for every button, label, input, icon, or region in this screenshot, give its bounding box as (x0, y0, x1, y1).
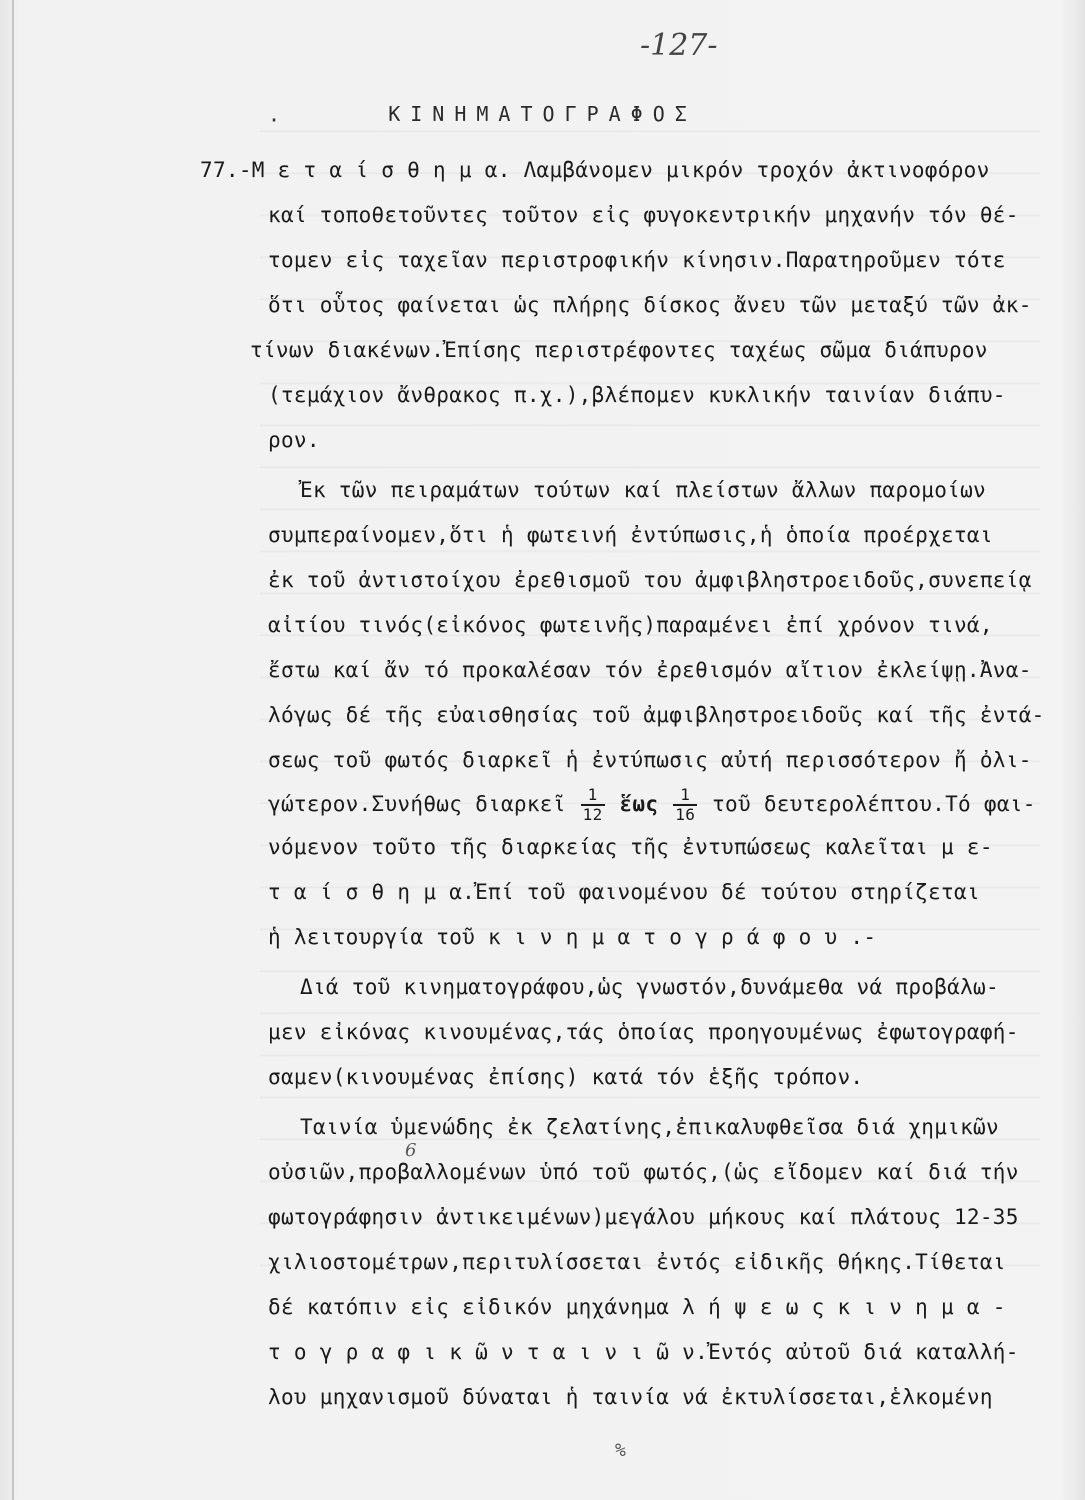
text-line: σαμεν(κινουμένας ἐπίσης) κατά τόν ἑξῆς τρόπον. (268, 1065, 864, 1089)
text-line: Ταινία ὑμενώδης ἐκ ζελατίνης,ἐπικαλυφθεῖσα διά χημικῶν (300, 1115, 999, 1139)
text-line: (τεμάχιον ἄνθρακος π.χ.),βλέπομεν κυκλικήν ταινίαν διάπυ- (268, 383, 1006, 407)
fraction-numerator: 1 (673, 786, 697, 806)
text-line: Ἐκ τῶν πειραμάτων τούτων καί πλείστων ἄλλων παρομοίων (300, 478, 986, 502)
text-line: οὐσιῶν,προβαλλομένων ὑπό τοῦ φωτός,(ὡς εἴδομεν καί διά τήν (268, 1160, 1019, 1184)
fraction-line-middle: ἕως (619, 792, 659, 816)
text-line: τ ο γ ρ α φ ι κ ῶ ν τ α ι ν ι ῶ ν.Ἐντός αὐτοῦ διά καταλλή- (268, 1340, 1019, 1364)
text-line: ἔστω καί ἄν τό προκαλέσαν τόν ἐρεθισμόν αἴτιον ἐκλείψῃ.Ἀνα- (268, 658, 1032, 682)
fraction-line-after: τοῦ δευτερολέπτου.Τό φαι- (712, 792, 1036, 816)
text-line: τίνων διακένων.Ἐπίσης περιστρέφοντες ταχέως σῶμα διάπυρον (250, 338, 988, 362)
text-line: ρον. (268, 428, 320, 452)
text-line: 77.-Μ ε τ α ί σ θ η μ α. Λαμβάνομεν μικρόν τροχόν ἀκτινοφόρον (200, 158, 990, 182)
text-line: τ α ί σ θ η μ α.Ἐπί τοῦ φαινομένου δέ τούτου στηρίζεται (268, 880, 980, 904)
text-line: Διά τοῦ κινηματογράφου,ὡς γνωστόν,δυνάμεθα νά προβάλω- (300, 975, 999, 999)
fraction-denominator: 16 (675, 805, 696, 824)
text-line: ἡ λειτουργία τοῦ κ ι ν η μ α τ ο γ ρ ά φ ο υ .- (268, 925, 877, 949)
text-line: συμπεραίνομεν,ὅτι ἡ φωτεινή ἐντύπωσις,ἡ ὁποία προέρχεται (268, 523, 993, 547)
fraction-denominator: 12 (582, 805, 603, 824)
text-line: σεως τοῦ φωτός διαρκεῖ ἡ ἐντύπωσις αὐτή περισσότερον ἤ ὀλι- (268, 748, 1032, 772)
text-line: μεν εἰκόνας κινουμένας,τάς ὁποίας προηγουμένως ἐφωτογραφή- (268, 1020, 1019, 1044)
page-number: -127- (640, 28, 718, 63)
fraction-line-before: γώτερον.Συνήθως διαρκεῖ (268, 792, 566, 816)
page-edge (12, 0, 14, 1500)
text-line: λου μηχανισμοῦ δύναται ἡ ταινία νά ἐκτυλίσσεται,ἑλκομένη (268, 1385, 993, 1409)
text-line: λόγως δέ τῆς εὐαισθησίας τοῦ ἀμφιβληστροειδοῦς καί τῆς ἐντά- (268, 703, 1045, 727)
fraction-text-line (268, 786, 1036, 824)
text-line: χιλιοστομέτρων,περιτυλίσσεται ἐντός εἰδικῆς θήκης.Τίθεται (268, 1250, 1006, 1274)
text-line: φωτογράφησιν ἀντικειμένων)μεγάλου μήκους καί πλάτους 12-35 (268, 1205, 1019, 1229)
text-line: τομεν εἰς ταχεῖαν περιστροφικήν κίνησιν.Παρατηροῦμεν τότε (268, 248, 1006, 272)
text-line: αἰτίου τινός(εἰκόνος φωτεινῆς)παραμένει ἐπί χρόνον τινά, (268, 613, 993, 637)
fraction-one-twelfth (581, 786, 605, 824)
heading-dot: · (268, 108, 281, 132)
section-heading: ΚΙΝΗΜΑΤΟΓΡΑΦΟΣ (388, 102, 697, 126)
text-line: ὅτι οὗτος φαίνεται ὡς πλήρης δίσκος ἄνευ τῶν μεταξύ τῶν ἀκ- (268, 293, 1032, 317)
footer-mark: % (615, 1440, 626, 1461)
handwritten-mark: 6 (405, 1140, 417, 1161)
fraction-one-sixteenth (673, 786, 697, 824)
fraction-numerator: 1 (581, 786, 605, 806)
text-line: νόμενον τοῦτο τῆς διαρκείας τῆς ἐντυπώσεως καλεῖται μ ε- (268, 835, 993, 859)
text-line: δέ κατόπιν εἰς εἰδικόν μηχάνημα λ ή ψ ε ω ς κ ι ν η μ α - (268, 1295, 1006, 1319)
text-line: καί τοποθετοῦντες τοῦτον εἰς φυγοκεντρικήν μηχανήν τόν θέ- (268, 203, 1019, 227)
text-line: ἐκ τοῦ ἀντιστοίχου ἐρεθισμοῦ του ἀμφιβληστροειδοῦς,συνεπείᾳ (268, 568, 1032, 592)
